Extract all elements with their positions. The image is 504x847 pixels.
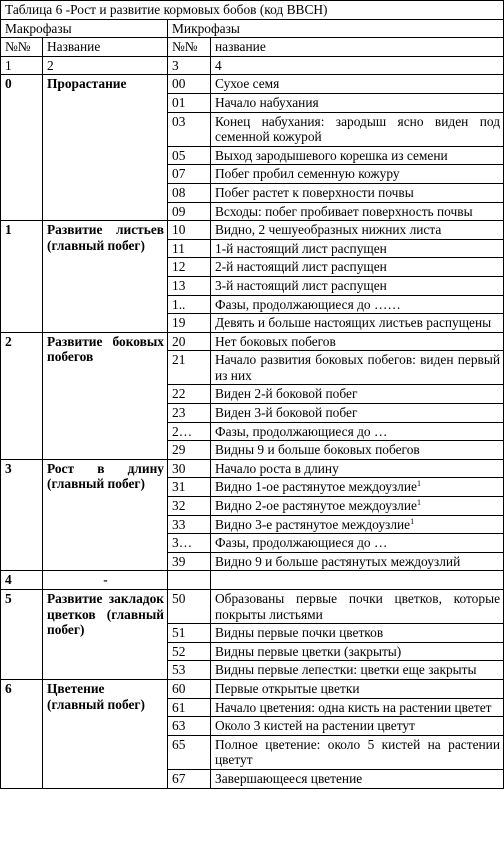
- macro-code: 3: [1, 459, 43, 571]
- col-number: 4: [211, 56, 504, 75]
- micro-text-label: Конец набухания: зародыш ясно виден под семенной кожурой: [215, 113, 501, 145]
- micro-text: [211, 385, 504, 404]
- micro-text: [211, 258, 504, 277]
- micro-text: [211, 661, 504, 680]
- micro-code: 00: [168, 75, 211, 94]
- footnote-mark: 1: [416, 498, 421, 508]
- micro-code: 05: [168, 146, 211, 165]
- macro-code: 6: [1, 679, 43, 788]
- micro-code: 08: [168, 183, 211, 202]
- macro-name: Развитие закладок цветков (главный побег): [43, 590, 168, 680]
- macro-code: 0: [1, 75, 43, 221]
- micro-text-label: Видны 9 и больше боковых побегов: [215, 442, 420, 458]
- col-number: 2: [43, 56, 168, 75]
- header-macro-name: Название: [43, 38, 168, 57]
- micro-text-label: Всходы: побег пробивает поверхность почвы: [215, 203, 473, 219]
- header-macro: Макрофазы: [1, 19, 168, 38]
- micro-text-label: Видны первые почки цветков: [215, 625, 384, 641]
- micro-text: [211, 93, 504, 112]
- micro-text-label: Виден 2-й боковой побег: [215, 386, 358, 402]
- col-number: 1: [1, 56, 43, 75]
- micro-code: 13: [168, 276, 211, 295]
- micro-text-label: Видно 9 и больше растянутых междоузлий: [215, 553, 461, 569]
- micro-text-label: Первые открытые цветки: [215, 680, 360, 696]
- micro-code: 63: [168, 717, 211, 736]
- micro-code: 20: [168, 332, 211, 351]
- micro-text: [211, 239, 504, 258]
- table-row: [1, 221, 504, 240]
- micro-text-label: Завершающееся цветение: [215, 770, 363, 786]
- micro-text: [211, 202, 504, 221]
- micro-text: [211, 624, 504, 643]
- macro-name: Рост в длину (главный побег): [43, 459, 168, 571]
- micro-text-label: Фазы, продолжающиеся до ……: [215, 296, 401, 312]
- micro-text: [211, 552, 504, 571]
- micro-text-label: Побег пробил семенную кожуру: [215, 166, 400, 182]
- micro-text: [211, 717, 504, 736]
- micro-text: [211, 146, 504, 165]
- micro-text-label: Полное цветение: около 5 кистей на растении цветут: [215, 736, 501, 768]
- micro-text-label: Виден 3-й боковой побег: [215, 405, 358, 421]
- micro-text: [211, 478, 504, 497]
- micro-code: 51: [168, 624, 211, 643]
- micro-code: 21: [168, 351, 211, 385]
- micro-code: 12: [168, 258, 211, 277]
- macro-code: 2: [1, 332, 43, 459]
- micro-code: 30: [168, 459, 211, 478]
- macro-code: 5: [1, 590, 43, 680]
- table-row: [1, 571, 504, 590]
- micro-code: [168, 571, 211, 590]
- micro-text-label: Около 3 кистей на растении цветут: [215, 718, 415, 734]
- micro-code: 60: [168, 679, 211, 698]
- col-number: 3: [168, 56, 211, 75]
- micro-text: [211, 165, 504, 184]
- table-body: [1, 1, 504, 789]
- macro-code: 1: [1, 221, 43, 333]
- micro-text: [211, 571, 504, 590]
- micro-code: 01: [168, 93, 211, 112]
- micro-code: 11: [168, 239, 211, 258]
- macro-name: Развитие листьев (главный побег): [43, 221, 168, 333]
- table-title: Таблица 6 -Рост и развитие кормовых бобов (код BBCH): [1, 1, 504, 20]
- header-row-1: [1, 19, 504, 38]
- micro-text-label: 2-й настоящий лист распущен: [215, 259, 387, 275]
- micro-text: [211, 515, 504, 534]
- micro-text-label: 1-й настоящий лист распущен: [215, 240, 387, 256]
- micro-text: [211, 590, 504, 624]
- micro-code: 67: [168, 769, 211, 788]
- micro-code: 53: [168, 661, 211, 680]
- micro-text: [211, 735, 504, 769]
- micro-code: 31: [168, 478, 211, 497]
- table-row: [1, 332, 504, 351]
- column-number-row: [1, 56, 504, 75]
- table-row: [1, 459, 504, 478]
- micro-text: [211, 679, 504, 698]
- micro-code: 50: [168, 590, 211, 624]
- micro-text: [211, 314, 504, 333]
- header-micro-num: №№: [168, 38, 211, 57]
- micro-text-label: Видны первые цветки (закрыты): [215, 643, 402, 659]
- table-row: [1, 679, 504, 698]
- micro-code: 52: [168, 642, 211, 661]
- macro-name: -: [43, 571, 168, 590]
- header-macro-num: №№: [1, 38, 43, 57]
- micro-code: 32: [168, 497, 211, 516]
- micro-code: 3…: [168, 534, 211, 553]
- micro-code: 09: [168, 202, 211, 221]
- micro-text-label: Побег растет к поверхности почвы: [215, 184, 414, 200]
- micro-text: [211, 183, 504, 202]
- micro-text: [211, 332, 504, 351]
- micro-text: [211, 276, 504, 295]
- header-micro: Микрофазы: [168, 19, 504, 38]
- micro-code: 03: [168, 112, 211, 146]
- micro-code: 33: [168, 515, 211, 534]
- micro-text-label: Фазы, продолжающиеся до …: [215, 535, 388, 551]
- title-row: [1, 1, 504, 20]
- micro-code: 61: [168, 698, 211, 717]
- micro-code: 23: [168, 404, 211, 423]
- micro-text: [211, 698, 504, 717]
- micro-text-label: Видно 3-е растянутое междоузлие: [215, 516, 411, 532]
- micro-text-label: Нет боковых побегов: [215, 333, 336, 349]
- micro-text-label: Образованы первые почки цветков, которые покрыты листьями: [215, 591, 501, 622]
- micro-text-label: 3-й настоящий лист распущен: [215, 277, 387, 293]
- micro-text: [211, 422, 504, 441]
- macro-name: Прорастание: [43, 75, 168, 221]
- macro-name: Развитие боковых побегов: [43, 332, 168, 459]
- micro-text-label: Видны первые лепестки: цветки еще закрыты: [215, 662, 477, 678]
- micro-code: 65: [168, 735, 211, 769]
- macro-name: Цветение (главный побег): [43, 679, 168, 788]
- footnote-mark: 1: [410, 516, 415, 526]
- micro-text: [211, 75, 504, 94]
- table-row: [1, 590, 504, 624]
- micro-code: 10: [168, 221, 211, 240]
- micro-text: [211, 497, 504, 516]
- micro-text-label: Начало развития боковых побегов: виден первый из них: [215, 352, 501, 383]
- micro-text-label: Видно, 2 чешуеобразных нижних листа: [215, 222, 442, 238]
- micro-text: [211, 459, 504, 478]
- micro-code: 29: [168, 441, 211, 460]
- micro-text-label: Сухое семя: [215, 76, 280, 92]
- micro-text-label: Девять и больше настоящих листьев распущены: [215, 315, 492, 331]
- macro-code: 4: [1, 571, 43, 590]
- micro-text: [211, 351, 504, 385]
- micro-text-label: Видно 1-ое растянутое междоузлие: [215, 479, 417, 495]
- table-row: [1, 75, 504, 94]
- micro-code: 19: [168, 314, 211, 333]
- micro-text: [211, 404, 504, 423]
- micro-code: 22: [168, 385, 211, 404]
- micro-text: [211, 642, 504, 661]
- micro-text: [211, 769, 504, 788]
- micro-code: 39: [168, 552, 211, 571]
- micro-text-label: Фазы, продолжающиеся до …: [215, 423, 388, 439]
- footnote-mark: 1: [416, 479, 421, 489]
- header-row-2: [1, 38, 504, 57]
- micro-code: 2…: [168, 422, 211, 441]
- micro-text-label: Видно 2-ое растянутое междоузлие: [215, 498, 417, 514]
- micro-code: 07: [168, 165, 211, 184]
- header-micro-name: название: [211, 38, 504, 57]
- micro-text-label: Начало набухания: [215, 94, 319, 110]
- micro-text: [211, 221, 504, 240]
- micro-text-label: Начало цветения: одна кисть на растении цветет: [215, 699, 492, 715]
- micro-code: 1..: [168, 295, 211, 314]
- micro-text-label: Выход зародышевого корешка из семени: [215, 147, 448, 163]
- micro-text-label: Начало роста в длину: [215, 460, 339, 476]
- micro-text: [211, 295, 504, 314]
- micro-text: [211, 441, 504, 460]
- micro-text: [211, 112, 504, 146]
- micro-text: [211, 534, 504, 553]
